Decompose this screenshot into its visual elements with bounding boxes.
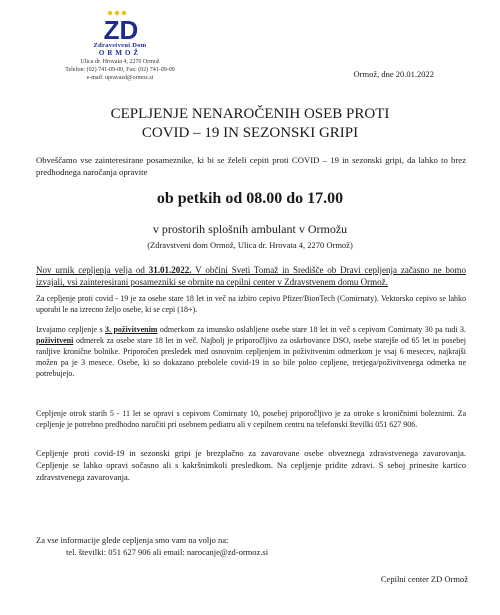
document-date: Ormož, dne 20.01.2022 (353, 69, 434, 79)
letterhead-town: ORMOŽ (98, 49, 142, 57)
covid-vaccine-paragraph: Za cepljenje proti covid - 19 je za osebe stare 18 let in več na izbiro cepivo Pfizer/BionTech (Comirnaty). Vektorsko cepivo se lahko uporabi le na izrecno željo osebe, ki se cepi (18+). (36, 294, 466, 314)
zd-logo-icon (86, 8, 156, 42)
location-address: (Zdravstveni dom Ormož, Ulica dr. Hrovata 4, 2270 Ormož) (147, 240, 353, 250)
letterhead-email[interactable]: e-mail: upravazd@ormoz.si (86, 75, 154, 81)
letterhead-name: Zdravstveni Dom (93, 42, 147, 49)
signature: Cepilni center ZD Ormož (380, 574, 468, 584)
children-vaccination-paragraph: Cepljenje otrok starih 5 - 11 let se opravi s cepivom Comirnaty 10, posebej priporočljivo je za otroke s kroničnimi boleznimi. Za cepljenje je potrebno predhodno naročiti pri osebnem pediatru ali v cepilnem centru na telefonski številki 051 627 906. (36, 409, 466, 429)
title-line-2: COVID – 19 IN SEZONSKI GRIPI (141, 125, 359, 141)
letterhead-address: Ulica dr. Hrovata 4, 2270 Ormož (80, 59, 160, 65)
letterhead-phone: Telefon: (02) 741-09-00, Fax: (02) 741-09-09 (65, 67, 175, 73)
intro-paragraph: Obveščamo vse zainteresirane posameznike, ki bi se želeli cepiti proti COVID – 19 in sezonski gripi, da lahko to brez predhodnega naročanja opravite (36, 155, 466, 177)
logo-text: ZD (103, 15, 139, 42)
schedule-notice-paragraph: Nov urnik cepljenja velja od 31.01.2022. V občini Sveti Tomaž in Središče ob Dravi cepljenja začasno ne bomo izvajali, vsi zainteresirani posamezniki se obrnite na cepilni center v Zdravstvenem domu Ormož. (36, 265, 467, 287)
contact-line[interactable]: tel. številki: 051 627 906 ali email: narocanje@zd-ormoz.si (66, 547, 269, 557)
location-line: v prostorih splošnih ambulant v Ormožu (152, 222, 348, 236)
info-intro: Za vse informacije glede cepljenja smo vam na voljo na: (36, 535, 229, 545)
free-vaccination-paragraph: Cepljenje proti covid-19 in sezonski gripi je brezplačno za zavarovane osebe obveznega zdravstvenega zavarovanja. Cepljenje se lahko opravi sočasno ali s kakršnimkoli presledkom. Na cepljenje pridite zdravi. S seboj prinesite kartico zdravstvenega zavarovanja. (36, 448, 466, 482)
title-line-1: CEPLJENJE NENAROČENIH OSEB PROTI (110, 106, 390, 122)
schedule-heading: ob petkih od 08.00 do 17.00 (156, 190, 344, 207)
booster-paragraph: Izvajamo cepljenje s 3. poživitvenim odmerkom za imunsko oslabljene osebe stare 18 let in več s cepivom Comirnaty 30 pa tudi 3. poživitveni odmerek za osebe stare 18 let in več. Najbolj je priporočljivo za oskrbovance DSO, osebe starejše od 65 let in posebej ranljive kronične bolnike. Priporočen presledek med osnovnim cepljenjem in poživitvenim odmerkom je vsaj 6 mesecev, najkrajši možen pa je 3 mesece. Osebe, ki so dokazano prebolele covid-19 in so bile polno cepljene, tretjega/poživitvenega odmerka ne potrebujejo. (36, 325, 467, 378)
